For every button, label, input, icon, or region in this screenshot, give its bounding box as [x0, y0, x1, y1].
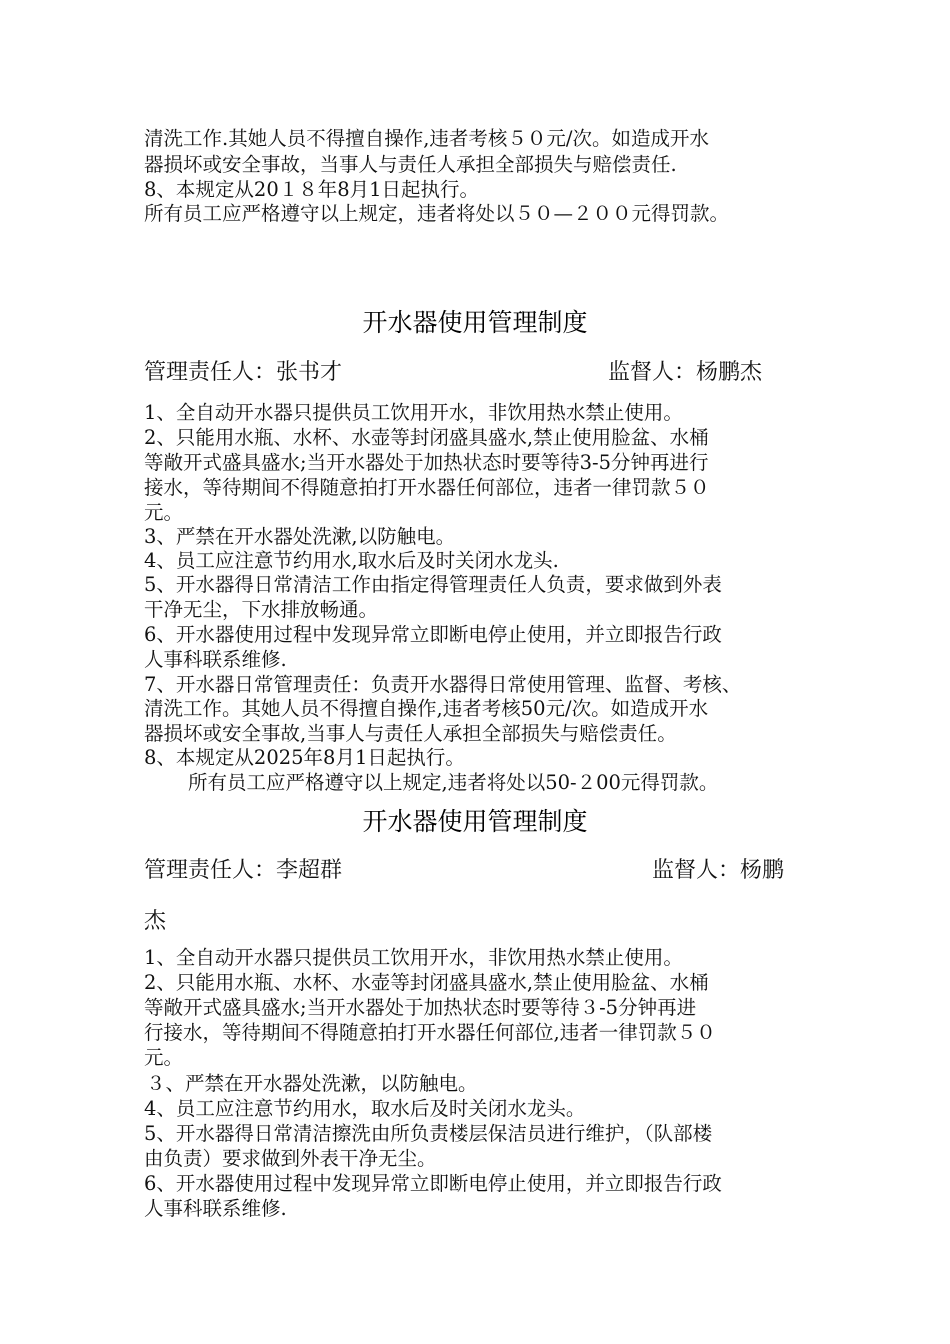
rule-line: 干净无尘，下水排放畅通。	[144, 598, 379, 621]
rule-line: 人事科联系维修.	[144, 1197, 287, 1220]
rule-line: 3、严禁在开水器处洗漱,以防触电。	[144, 525, 456, 548]
supervisor-wrap: 杰	[144, 909, 167, 934]
rule-line: 2、只能用水瓶、水杯、水壶等封闭盛具盛水,禁止使用脸盆、水桶	[144, 426, 709, 449]
paragraph-line: 所有员工应严格遵守以上规定，违者将处以５０—２００元得罚款。	[144, 202, 730, 225]
rule-line: 等敞开式盛具盛水;当开水器处于加热状态时要等待３-5分钟再进	[144, 996, 697, 1019]
rule-line: 5、开水器得日常清洁工作由指定得管理责任人负责，要求做到外表	[144, 573, 722, 596]
responsible-person: 管理责任人：张书才	[144, 360, 343, 385]
paragraph-line: 清洗工作.其她人员不得擅自操作,违者考核５０元/次。如造成开水	[144, 127, 709, 150]
rule-line: 等敞开式盛具盛水;当开水器处于加热状态时要等待3-5分钟再进行	[144, 451, 709, 474]
rule-line: ３、严禁在开水器处洗漱，以防触电。	[146, 1072, 478, 1095]
rule-line: 1、全自动开水器只提供员工饮用开水，非饮用热水禁止使用。	[144, 946, 683, 969]
rule-line: 元。	[144, 501, 184, 524]
rule-line: 4、员工应注意节约用水,取水后及时关闭水龙头.	[144, 549, 559, 572]
rule-line: 5、开水器得日常清洁擦洗由所负责楼层保洁员进行维护，（队部楼	[144, 1122, 713, 1145]
rule-line: 清洗工作。其她人员不得擅自操作,违者考核50元/次。如造成开水	[144, 697, 709, 720]
rule-line: 2、只能用水瓶、水杯、水壶等封闭盛具盛水,禁止使用脸盆、水桶	[144, 971, 709, 994]
rule-line: 1、全自动开水器只提供员工饮用开水，非饮用热水禁止使用。	[144, 401, 683, 424]
rule-line: 由负责）要求做到外表干净无尘。	[144, 1147, 437, 1170]
rule-line: 6、开水器使用过程中发现异常立即断电停止使用，并立即报告行政	[144, 1172, 722, 1195]
closing-line: 所有员工应严格遵守以上规定,违者将处以50-２00元得罚款。	[188, 771, 719, 794]
rule-line: 8、本规定从2025年8月1日起执行。	[144, 746, 465, 769]
rule-line: 人事科联系维修.	[144, 648, 287, 671]
rule-line: 器损坏或安全事故,当事人与责任人承担全部损失与赔偿责任。	[144, 722, 677, 745]
supervisor: 监督人：杨鹏杰	[608, 360, 763, 385]
section-title: 开水器使用管理制度	[362, 807, 588, 836]
rule-line: 6、开水器使用过程中发现异常立即断电停止使用，并立即报告行政	[144, 623, 722, 646]
responsible-person: 管理责任人：李超群	[144, 858, 343, 883]
rule-line: 4、员工应注意节约用水，取水后及时关闭水龙头。	[144, 1097, 586, 1120]
supervisor: 监督人：杨鹏	[652, 858, 785, 883]
rule-line: 接水，等待期间不得随意拍打开水器任何部位，违者一律罚款５０	[144, 476, 710, 499]
rule-line: 7、开水器日常管理责任：负责开水器得日常使用管理、监督、考核、	[144, 673, 742, 696]
section-title: 开水器使用管理制度	[362, 308, 588, 337]
paragraph-line: 器损坏或安全事故，当事人与责任人承担全部损失与赔偿责任.	[144, 153, 677, 176]
rule-line: 行接水，等待期间不得随意拍打开水器任何部位,违者一律罚款５０	[144, 1021, 716, 1044]
paragraph-line: 8、本规定从20１８年8月1日起执行。	[144, 178, 480, 201]
rule-line: 元。	[144, 1046, 184, 1069]
